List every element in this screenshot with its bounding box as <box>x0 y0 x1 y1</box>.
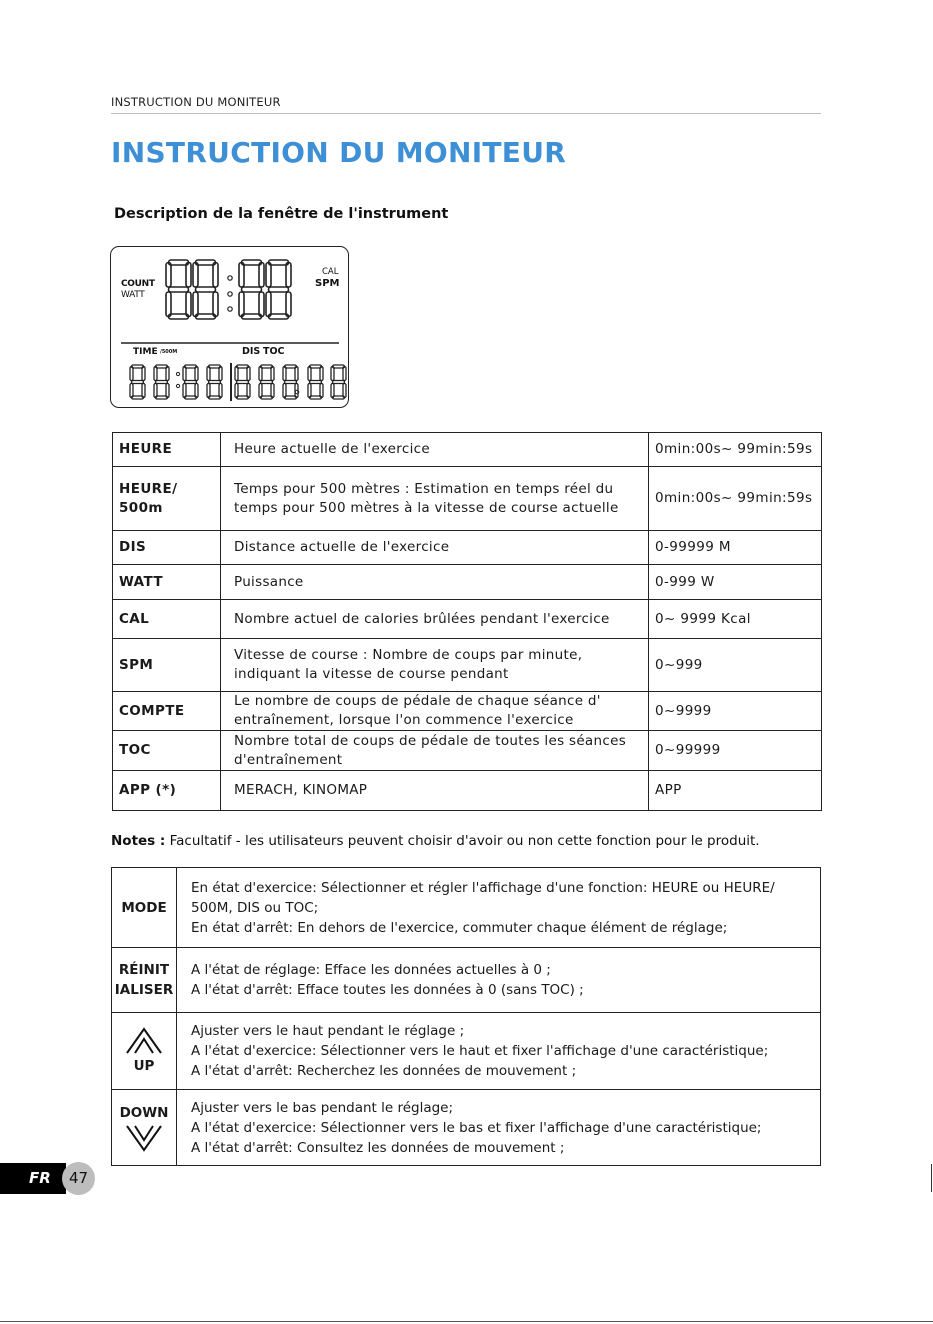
lcd-segment <box>186 263 191 288</box>
table-row <box>113 771 822 811</box>
lcd-segment <box>193 292 198 317</box>
mode-key <box>112 868 177 948</box>
lcd-segment <box>266 292 271 317</box>
lcd-segment <box>308 384 311 398</box>
down-key <box>112 1090 177 1166</box>
table-row <box>113 433 822 467</box>
spec-range: 0~ 9999 Kcal <box>649 600 822 639</box>
lcd-segment <box>286 263 291 288</box>
lcd-segment <box>154 384 157 398</box>
lcd-segment <box>247 384 250 398</box>
notes-text: Facultatif - les utilisateurs peuvent choisir d'avoir ou non cette fonction pour le produit. <box>165 833 760 849</box>
reset-key-label-line1: RÉINIT <box>118 962 170 978</box>
description-line: Ajuster vers le bas pendant le réglage; <box>191 1099 454 1116</box>
lcd-segment <box>213 263 218 288</box>
lcd-segment <box>333 381 345 384</box>
table-row <box>112 1013 821 1090</box>
spec-description: Distance actuelle de l'exercice <box>221 531 649 565</box>
monitor-display-diagram <box>110 246 349 408</box>
lcd-segment <box>183 384 186 398</box>
table-row <box>112 948 821 1013</box>
spec-description: Nombre actuel de calories brûlées pendant l'exercice <box>221 600 649 639</box>
table-row <box>113 531 822 565</box>
table-row <box>113 639 822 692</box>
page-title: INSTRUCTION DU MONITEUR <box>111 136 567 169</box>
lcd-spm-label: SPM <box>315 278 340 289</box>
lcd-cal-label: CAL <box>322 267 339 277</box>
lcd-segment <box>130 384 133 398</box>
lcd-segment <box>266 263 271 288</box>
lcd-segment <box>235 367 238 381</box>
button-function-table <box>111 867 821 1166</box>
lcd-segment <box>154 367 157 381</box>
lcd-segment <box>271 367 274 381</box>
lcd-segment <box>285 381 297 384</box>
lcd-segment <box>142 384 145 398</box>
lcd-segment <box>269 287 289 292</box>
up-key-label: UP <box>133 1058 155 1074</box>
lcd-segment <box>310 381 322 384</box>
lcd-segment <box>142 367 145 381</box>
spec-key: DIS <box>113 531 221 565</box>
lcd-segment <box>195 384 198 398</box>
spec-description: Puissance <box>221 565 649 600</box>
spec-key: SPM <box>113 639 221 692</box>
lcd-segment <box>132 381 144 384</box>
down-arrow-icon <box>124 1123 164 1153</box>
spec-key: HEURE <box>113 433 221 467</box>
lcd-segment <box>166 263 171 288</box>
crop-mark <box>931 1164 932 1192</box>
spec-key: WATT <box>113 565 221 600</box>
spec-key: COMPTE <box>113 692 221 731</box>
lcd-segment <box>166 384 169 398</box>
lcd-dis-label: DIS <box>242 346 261 357</box>
lcd-segment <box>343 384 346 398</box>
table-row <box>113 467 822 531</box>
lcd-segment <box>193 263 198 288</box>
table-row <box>113 692 822 731</box>
lcd-segment <box>209 381 221 384</box>
up-key <box>112 1013 177 1090</box>
header-rule <box>111 113 821 114</box>
table-row <box>113 565 822 600</box>
lcd-segment <box>196 287 216 292</box>
lcd-segment <box>239 292 244 317</box>
lcd-segment <box>286 292 291 317</box>
description-line: Ajuster vers le haut pendant le réglage ; <box>191 1023 465 1039</box>
lcd-segment <box>219 384 222 398</box>
lcd-segment <box>343 367 346 381</box>
spec-description: Le nombre de coups de pédale de chaque séance d' entraînement, lorsque l'on commence l'exercice <box>221 692 649 731</box>
notes-line <box>111 833 760 849</box>
lcd-segment <box>156 381 168 384</box>
description-line: A l'état d'arrêt: Efface toutes les données à 0 (sans TOC) ; <box>191 982 584 998</box>
lcd-segment <box>331 367 334 381</box>
lcd-segment <box>207 367 210 381</box>
spec-description: Vitesse de course : Nombre de coups par minute, indiquant la vitesse de course pendant <box>221 639 649 692</box>
description-line: A l'état de réglage: Efface les données actuelles à 0 ; <box>191 962 551 978</box>
table-row <box>113 731 822 771</box>
description-line: A l'état d'exercice: Sélectionner vers le haut et fixer l'affichage d'une caractéristique; <box>191 1043 769 1059</box>
description-line: En état d'arrêt: En dehors de l'exercice, commuter chaque élément de réglage; <box>191 919 728 936</box>
down-key-label: DOWN <box>119 1104 169 1121</box>
spec-key: CAL <box>113 600 221 639</box>
lcd-segment <box>283 384 286 398</box>
lcd-segment <box>166 292 171 317</box>
lcd-segment <box>320 384 323 398</box>
lcd-segment <box>259 263 264 288</box>
lcd-watt-label: WATT <box>121 290 145 300</box>
lcd-segments <box>111 247 350 409</box>
lcd-segment <box>183 367 186 381</box>
lcd-segment <box>247 367 250 381</box>
spec-key: HEURE/ 500m <box>113 467 221 531</box>
up-description <box>177 1013 821 1090</box>
lcd-segment <box>235 384 238 398</box>
lcd-segment <box>166 367 169 381</box>
lcd-segment <box>271 384 274 398</box>
lcd-segment <box>213 292 218 317</box>
mode-key-label: MODE <box>121 899 167 916</box>
description-line: A l'état d'exercice: Sélectionner vers le bas et fixer l'affichage d'une caractéristique; <box>191 1119 762 1136</box>
spec-key: TOC <box>113 731 221 771</box>
lcd-segment <box>169 287 189 292</box>
lcd-segment <box>219 367 222 381</box>
notes-label: Notes : <box>111 833 166 849</box>
lcd-segment <box>195 367 198 381</box>
up-arrow-icon <box>124 1026 164 1056</box>
description-line: En état d'exercice: Sélectionner et régler l'affichage d'une fonction: HEURE ou HEURE/ <box>191 879 775 896</box>
lcd-segment <box>239 263 244 288</box>
spec-range: APP <box>649 771 822 811</box>
spec-description: Nombre total de coups de pédale de toutes les séances d'entraînement <box>221 731 649 771</box>
lcd-segment <box>320 367 323 381</box>
spec-range: 0~99999 <box>649 731 822 771</box>
lcd-segment <box>186 292 191 317</box>
spec-range: 0-99999 M <box>649 531 822 565</box>
lcd-time-sub-label: /500M <box>160 349 178 355</box>
running-header: INSTRUCTION DU MONITEUR <box>111 95 281 109</box>
lcd-segment <box>295 367 298 381</box>
lcd-segment <box>259 292 264 317</box>
reset-description <box>177 948 821 1013</box>
lcd-segment <box>283 367 286 381</box>
spec-range: 0min:00s~ 99min:59s <box>649 467 822 531</box>
spec-range: 0~9999 <box>649 692 822 731</box>
lcd-time-label: TIME <box>133 347 158 357</box>
description-line: A l'état d'arrêt: Recherchez les données de mouvement ; <box>191 1063 577 1079</box>
lcd-segment <box>207 384 210 398</box>
lcd-toc-label: TOC <box>263 346 285 357</box>
lcd-segment <box>130 367 133 381</box>
spec-description: MERACH, KINOMAP <box>221 771 649 811</box>
reset-key <box>112 948 177 1013</box>
lcd-segment <box>331 384 334 398</box>
description-line: 500M, DIS ou TOC; <box>191 899 319 916</box>
mode-description <box>177 868 821 948</box>
lcd-segment <box>308 367 311 381</box>
spec-range: 0~999 <box>649 639 822 692</box>
spec-range: 0min:00s~ 99min:59s <box>649 433 822 467</box>
lcd-segment <box>259 367 262 381</box>
bottom-rule <box>0 1321 933 1322</box>
lcd-count-label: COUNT <box>121 279 155 289</box>
table-row <box>112 868 821 948</box>
spec-range: 0-999 W <box>649 565 822 600</box>
spec-key: APP (*) <box>113 771 221 811</box>
table-row <box>113 600 822 639</box>
footer-language: FR <box>29 1169 51 1187</box>
spec-description: Temps pour 500 mètres : Estimation en temps réel du temps pour 500 mètres à la vitesse de course actuelle <box>221 467 649 531</box>
page-number: 47 <box>68 1169 89 1187</box>
section-subtitle: Description de la fenêtre de l'instrument <box>114 206 449 222</box>
lcd-segment <box>242 287 262 292</box>
description-line: A l'état d'arrêt: Consultez les données de mouvement ; <box>191 1139 565 1156</box>
reset-key-label-line2: IALISER <box>114 982 174 998</box>
lcd-segment <box>259 384 262 398</box>
spec-table <box>112 432 822 811</box>
lcd-segment <box>185 381 197 384</box>
spec-description: Heure actuelle de l'exercice <box>221 433 649 467</box>
lcd-segment <box>261 381 273 384</box>
lcd-segment <box>237 381 249 384</box>
down-description <box>177 1090 821 1166</box>
table-row <box>112 1090 821 1166</box>
